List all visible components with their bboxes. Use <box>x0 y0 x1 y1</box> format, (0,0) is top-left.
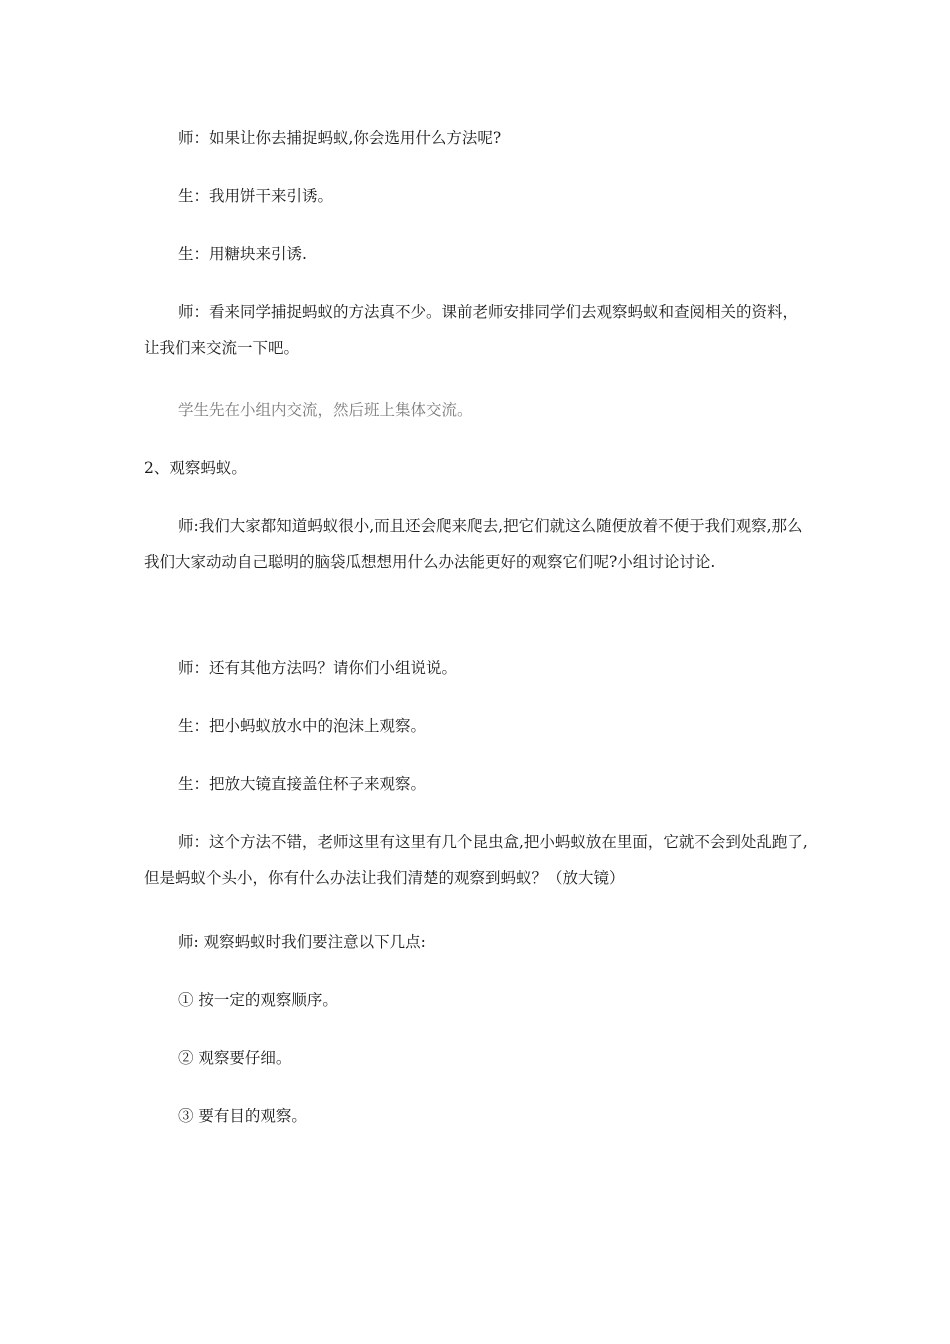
list-item-order: ① 按一定的观察顺序。 <box>178 991 338 1009</box>
paragraph-teacher-insect-box: 师：这个方法不错，老师这里有这里有几个昆虫盒,把小蚂蚁放在里面，它就不会到处乱跑了,但是蚂蚁个头小，你有什么办法让我们清楚的观察到蚂蚁？（放大镜） <box>144 833 808 887</box>
paragraph-teacher-question: 师：如果让你去捕捉蚂蚁,你会选用什么方法呢? <box>178 129 502 147</box>
paragraph-student-note: 学生先在小组内交流，然后班上集体交流。 <box>178 401 473 419</box>
paragraph-student-biscuit: 生：我用饼干来引诱。 <box>178 187 334 205</box>
paragraph-teacher-notes-intro: 师: 观察蚂蚁时我们要注意以下几点: <box>178 933 426 951</box>
list-item-purpose: ③ 要有目的观察。 <box>178 1107 307 1125</box>
paragraph-teacher-exchange: 师：看来同学捕捉蚂蚁的方法真不少。课前老师安排同学们去观察蚂蚁和查阅相关的资料，让我们来交流一下吧。 <box>144 303 799 357</box>
paragraph-teacher-other-methods: 师：还有其他方法吗？请你们小组说说。 <box>178 659 458 677</box>
paragraph-student-sugar: 生：用糖块来引诱. <box>178 245 307 263</box>
list-item-careful: ② 观察要仔细。 <box>178 1049 292 1067</box>
section-heading-observe: 2、观察蚂蚁。 <box>144 459 247 477</box>
paragraph-student-magnifier: 生：把放大镜直接盖住杯子来观察。 <box>178 775 427 793</box>
paragraph-teacher-discussion: 师:我们大家都知道蚂蚁很小,而且还会爬来爬去,把它们就这么随便放着不便于我们观察,那么我们大家动动自己聪明的脑袋瓜想想用什么办法能更好的观察它们呢?小组讨论讨论. <box>144 517 803 571</box>
paragraph-student-foam: 生：把小蚂蚁放水中的泡沫上观察。 <box>178 717 427 735</box>
